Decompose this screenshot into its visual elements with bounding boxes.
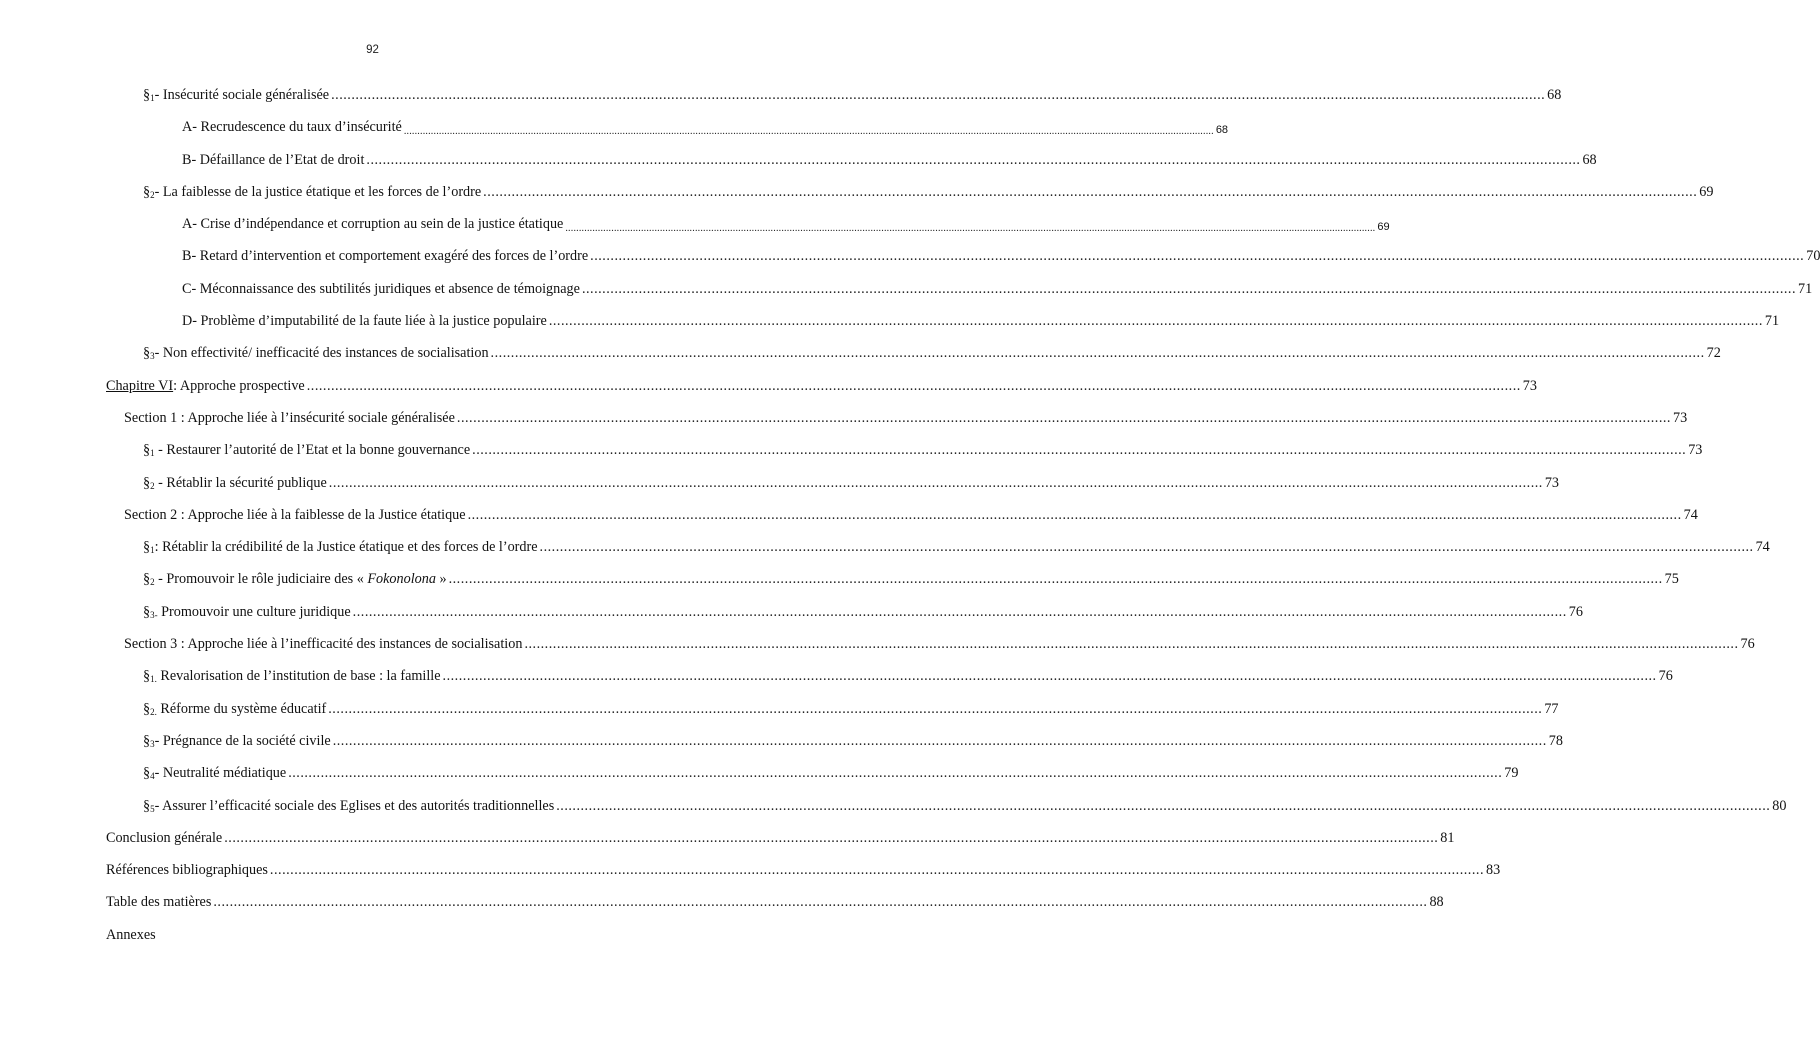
- toc-entry-title: A- Crise d’indépendance et corruption au sein de la justice étatique: [182, 216, 564, 233]
- toc-page-number: 81: [1440, 829, 1455, 846]
- paragraph-number: $\S_1$:: [143, 539, 163, 556]
- toc-entry-title: Section 3 : Approche liée à l’inefficacité des instances de socialisation: [124, 636, 523, 653]
- toc-entry-title: Chapitre VI: Approche prospective: [106, 377, 305, 394]
- toc-page-number: 74: [1683, 506, 1698, 523]
- toc-entry[interactable]: [106, 248, 1820, 280]
- paragraph-number: $\S_5-$: [143, 797, 163, 814]
- dot-leader: ............................................................................................................................................................................................................................................................................................................: [352, 603, 1567, 620]
- toc-page-number: 69: [1699, 183, 1714, 200]
- toc-entry[interactable]: [106, 409, 1688, 442]
- dot-leader: ............................................................................................................................................................................................................................................................................................................: [483, 183, 1698, 200]
- dot-leader: ............................................................................................................................................................................................................................................................................................................: [328, 700, 1543, 717]
- dot-leader: ............................................................................................................................................................................................................................................................................................................: [331, 87, 1546, 103]
- toc-entry[interactable]: [106, 765, 1519, 797]
- toc-entry[interactable]: [106, 474, 1560, 507]
- toc-page-number: 78: [1548, 732, 1563, 749]
- toc-page-number: 83: [1485, 862, 1501, 879]
- paragraph-number: $\S_{1.}$: [143, 668, 157, 685]
- toc-page-number: 76: [1568, 603, 1583, 620]
- toc-page-number: 80: [1772, 797, 1787, 814]
- toc-entry-title: Section 2 : Approche liée à la faiblesse de la Justice étatique: [124, 506, 466, 523]
- dot-leader: ............................................................................................................................................................................................................................................................................................................: [328, 474, 1543, 491]
- toc-entry-title: $\S_1$ - Restaurer l’autorité de l’Etat et la bonne gouvernance: [143, 442, 471, 459]
- toc-entry[interactable]: [106, 216, 1390, 248]
- dot-leader: ............................................................................................................................................................................................................................................................................................................: [366, 151, 1581, 168]
- toc-entry[interactable]: [106, 151, 1597, 184]
- toc-entry-title: $\S_2$ - Rétablir la sécurité publique: [143, 474, 327, 491]
- toc-entry-title: $\S_4-$ Neutralité médiatique: [143, 765, 287, 782]
- dot-leader: ............................................................................................................................................................................................................................................................................................................: [590, 248, 1805, 265]
- paragraph-number: $\S_1-$: [143, 87, 163, 103]
- paragraph-number: $\S_2-$: [143, 183, 163, 200]
- toc-page-number: 69: [1377, 221, 1390, 234]
- toc-entry-title: $\S_2-$ La faiblesse de la justice étatique et les forces de l’ordre: [143, 183, 482, 200]
- toc-entry-title: $\S_1$: Rétablir la crédibilité de la Justice étatique et des forces de l’ordre: [143, 539, 538, 556]
- dot-leader: ............................................................................................................................................................................................................................................................................................................: [548, 313, 1763, 330]
- toc-page-number: 71: [1764, 313, 1780, 330]
- toc-entry[interactable]: [106, 894, 1444, 926]
- toc-entry[interactable]: [106, 377, 1537, 410]
- toc-page-number: 76: [1740, 636, 1755, 653]
- toc-entry[interactable]: [106, 87, 1562, 119]
- dot-leader: ............................................................................................................................................................................................................................................................................................................: [472, 442, 1687, 459]
- dot-leader: ............................................................................................................................................................................................................................................................................................................: [524, 636, 1739, 653]
- toc-entry-title: Références bibliographiques: [106, 862, 268, 879]
- dot-leader: ............................................................................................................................................................................................................................................................................................................: [332, 732, 1547, 749]
- dot-leader: ............................................................................................................................................................................................................................................................................................................: [306, 377, 1521, 394]
- dot-leader: ............................................................................................................................................................................................................................................................................................................: [556, 797, 1771, 814]
- toc-entry[interactable]: [106, 862, 1501, 894]
- toc-entry-title: $\S_{2.}$ Réforme du système éducatif: [143, 700, 327, 717]
- toc-entry[interactable]: [106, 571, 1679, 603]
- toc-entry[interactable]: [106, 345, 1721, 377]
- toc-entry-title: Annexes: [106, 926, 156, 943]
- paragraph-number: $\S_4-$: [143, 765, 163, 782]
- toc-entry[interactable]: [106, 732, 1563, 765]
- paragraph-number: $\S_3-$: [143, 345, 163, 362]
- toc-entry[interactable]: [106, 539, 1770, 571]
- toc-page-number: 68: [1215, 124, 1229, 137]
- dot-leader: ............................................................................................................................................................................................................................................................................................................: [490, 345, 1705, 362]
- toc-page-number: 68: [1582, 151, 1597, 168]
- toc-entry-title: $\S_2$ - Promouvoir le rôle judiciaire des « Fokonolona »: [143, 571, 447, 588]
- toc-entry-title: Section 1 : Approche liée à l’insécurité sociale généralisée: [124, 409, 455, 426]
- toc-entry[interactable]: [106, 442, 1703, 474]
- toc-entry-title: B- Retard d’intervention et comportement exagéré des forces de l’ordre: [182, 248, 589, 265]
- dot-leader: ............................................................................................................................................................................................................................................................................................................: [448, 571, 1663, 588]
- toc-page-number: 76: [1658, 668, 1673, 685]
- toc-page-number: 73: [1522, 377, 1537, 394]
- toc-entry[interactable]: [106, 700, 1559, 733]
- toc-page-number: 72: [1706, 345, 1721, 362]
- toc-entry[interactable]: [106, 603, 1583, 636]
- toc-page-number: 73: [1544, 474, 1560, 491]
- toc-entry-title: C- Méconnaissance des subtilités juridiques et absence de témoignage: [182, 280, 580, 297]
- dot-leader: ............................................................................................................................................................................................................................................................................................................: [269, 862, 1484, 879]
- dot-leader: ............................................................................................................................................................................................................................................................................................................: [288, 765, 1503, 782]
- toc-page-number: 73: [1672, 409, 1688, 426]
- toc-entry-title: $\S_1-$ Insécurité sociale généralisée: [143, 87, 330, 103]
- toc-entry[interactable]: [106, 313, 1780, 345]
- dot-leader: ............................................................................................................................................................................................................................................................................................................: [403, 126, 1214, 138]
- toc-entry-title: D- Problème d’imputabilité de la faute liée à la justice populaire: [182, 313, 547, 330]
- toc-entry[interactable]: [106, 636, 1755, 668]
- dot-leader: ............................................................................................................................................................................................................................................................................................................: [565, 223, 1376, 235]
- toc-entry-title: Table des matières: [106, 894, 212, 911]
- toc-entry[interactable]: [106, 183, 1714, 216]
- toc-entry-title: $\S_{1.}$ Revalorisation de l’institution de base : la famille: [143, 668, 441, 685]
- paragraph-number: $\S_{2.}$: [143, 700, 157, 717]
- toc-page-number: 77: [1544, 700, 1559, 717]
- toc-entry[interactable]: [106, 280, 1813, 313]
- toc-entry[interactable]: [106, 506, 1698, 539]
- dot-leader: ............................................................................................................................................................................................................................................................................................................: [213, 894, 1428, 911]
- toc-entry-title: $\S_{3-}$ Promouvoir une culture juridique: [143, 603, 351, 620]
- page-number: 92: [366, 44, 379, 56]
- toc-entry-title: Conclusion générale: [106, 829, 223, 846]
- toc-page-number: 74: [1755, 539, 1770, 556]
- toc-entry[interactable]: [106, 797, 1787, 830]
- toc-entry-title: $\S_3-$ Non effectivité/ inefficacité des instances de socialisation: [143, 345, 489, 362]
- dot-leader: ............................................................................................................................................................................................................................................................................................................: [539, 539, 1754, 556]
- toc-entry[interactable]: [106, 927, 657, 959]
- toc-page-number: 68: [1547, 87, 1562, 103]
- toc-page-number: 75: [1664, 571, 1679, 588]
- toc-page-number: 73: [1688, 442, 1703, 459]
- toc-page-number: 79: [1504, 765, 1519, 782]
- paragraph-number: $\S_3-$: [143, 732, 163, 749]
- dot-leader: ............................................................................................................................................................................................................................................................................................................: [456, 409, 1671, 426]
- toc-entry[interactable]: [106, 119, 1229, 151]
- dot-leader: ............................................................................................................................................................................................................................................................................................................: [224, 829, 1439, 846]
- toc-page-number: 88: [1429, 894, 1444, 911]
- toc-entry[interactable]: [106, 829, 1455, 862]
- toc-page-number: 70: [1806, 248, 1820, 265]
- paragraph-number: $\S_{3-}$: [143, 603, 158, 620]
- dot-leader: ............................................................................................................................................................................................................................................................................................................: [581, 280, 1796, 297]
- toc-page-number: 71: [1798, 280, 1813, 297]
- paragraph-number: $\S_2$ -: [143, 474, 167, 491]
- toc-entry[interactable]: [106, 668, 1673, 700]
- table-of-contents: [106, 87, 1820, 959]
- dot-leader: ............................................................................................................................................................................................................................................................................................................: [467, 506, 1682, 523]
- toc-entry-title: $\S_5-$ Assurer l’efficacité sociale des Eglises et des autorités traditionnelles: [143, 797, 555, 814]
- paragraph-number: $\S_2$ -: [143, 571, 167, 588]
- paragraph-number: $\S_1$ -: [143, 442, 167, 459]
- chapter-label: Chapitre VI: [106, 377, 174, 394]
- toc-entry-title: B- Défaillance de l’Etat de droit: [182, 151, 365, 168]
- toc-entry-title: $\S_3-$ Prégnance de la société civile: [143, 732, 331, 749]
- dot-leader: ............................................................................................................................................................................................................................................................................................................: [442, 668, 1657, 685]
- toc-entry-title: A- Recrudescence du taux d’insécurité: [182, 119, 402, 136]
